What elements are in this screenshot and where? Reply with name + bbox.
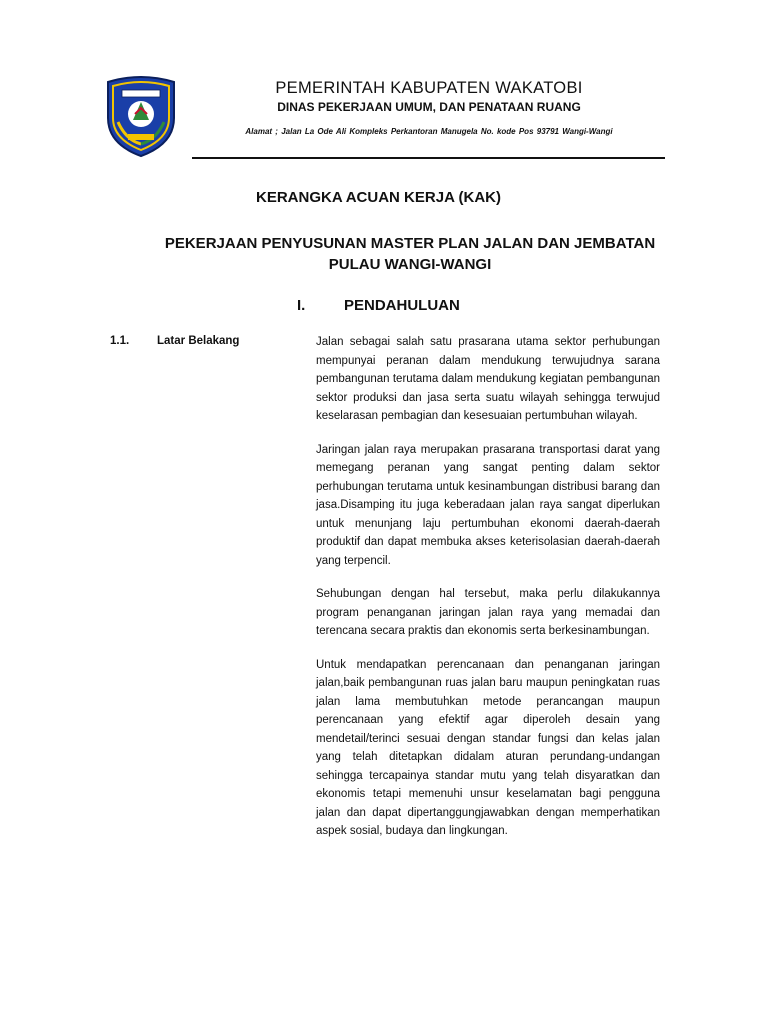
- paragraph: Sehubungan dengan hal tersebut, maka perlu dilakukannya program penanganan jaringan jalan raya yang memadai dan terencana secara praktis dan ekonomis serta berkesinambungan.: [316, 588, 660, 637]
- letterhead-government: PEMERINTAH KABUPATEN WAKATOBI: [275, 79, 583, 97]
- regency-crest-icon: [104, 74, 178, 158]
- letterhead-address: Alamat ; Jalan La Ode Ali Kompleks Perkantoran Manugela No. kode Pos 93791 Wangi-Wangi: [245, 127, 613, 136]
- paragraph: Jalan sebagai salah satu prasarana utama sektor perhubungan mempunyai peranan dalam mendukung terwujudnya sarana pembangunan terutama dalam mendukung kegiatan pembangunan sektor produksi dan jasa serta suatu wilayah sehingga terwujud keselarasan pembagian dan kesesuaian pertumbuhan wilayah.: [316, 336, 660, 422]
- subsection-number: 1.1.: [110, 335, 130, 347]
- body-text: [316, 333, 660, 856]
- section-number: I.: [297, 297, 306, 314]
- letterhead-department: DINAS PEKERJAAN UMUM, DAN PENATAAN RUANG: [277, 100, 581, 114]
- document-title: KERANGKA ACUAN KERJA (KAK): [256, 189, 501, 206]
- paragraph: Untuk mendapatkan perencanaan dan penanganan jaringan jalan,baik pembangunan ruas jalan baru maupun peningkatan ruas jalan lama membutuhkan metode perancangan maupun perencanaan yang efektif agar diperoleh desain yang mendetail/terinci sesuai dengan standar fungsi dan kelas jalan yang telah ditetapkan didalam aturan perundang-undangan sehingga tercapainya standar mutu yang telah disyaratkan dan ekonomis tetapi memenuhi unsur keselamatan bagi pengguna jalan dan dapat dipertanggungjawabkan dengan memperhatikan aspek sosial, budaya dan lingkungan.: [316, 658, 660, 837]
- section-title: PENDAHULUAN: [344, 297, 460, 314]
- letterhead-divider: [192, 157, 665, 159]
- project-title: PEKERJAAN PENYUSUNAN MASTER PLAN JALAN DAN JEMBATAN PULAU WANGI-WANGI: [164, 235, 656, 273]
- subsection-title: Latar Belakang: [157, 335, 240, 347]
- paragraph: Jaringan jalan raya merupakan prasarana transportasi darat yang memegang peranan yang sangat penting dalam sektor perhubungan terutama untuk kesinambungan distribusi barang dan jasa.Disamping itu juga keberadaan jalan raya sangat diperlukan untuk menunjang laju pertumbuhan ekonomi daerah-daerah produktif dan dapat membuka akses keterisolasian daerah-daerah yang terpencil.: [316, 443, 660, 567]
